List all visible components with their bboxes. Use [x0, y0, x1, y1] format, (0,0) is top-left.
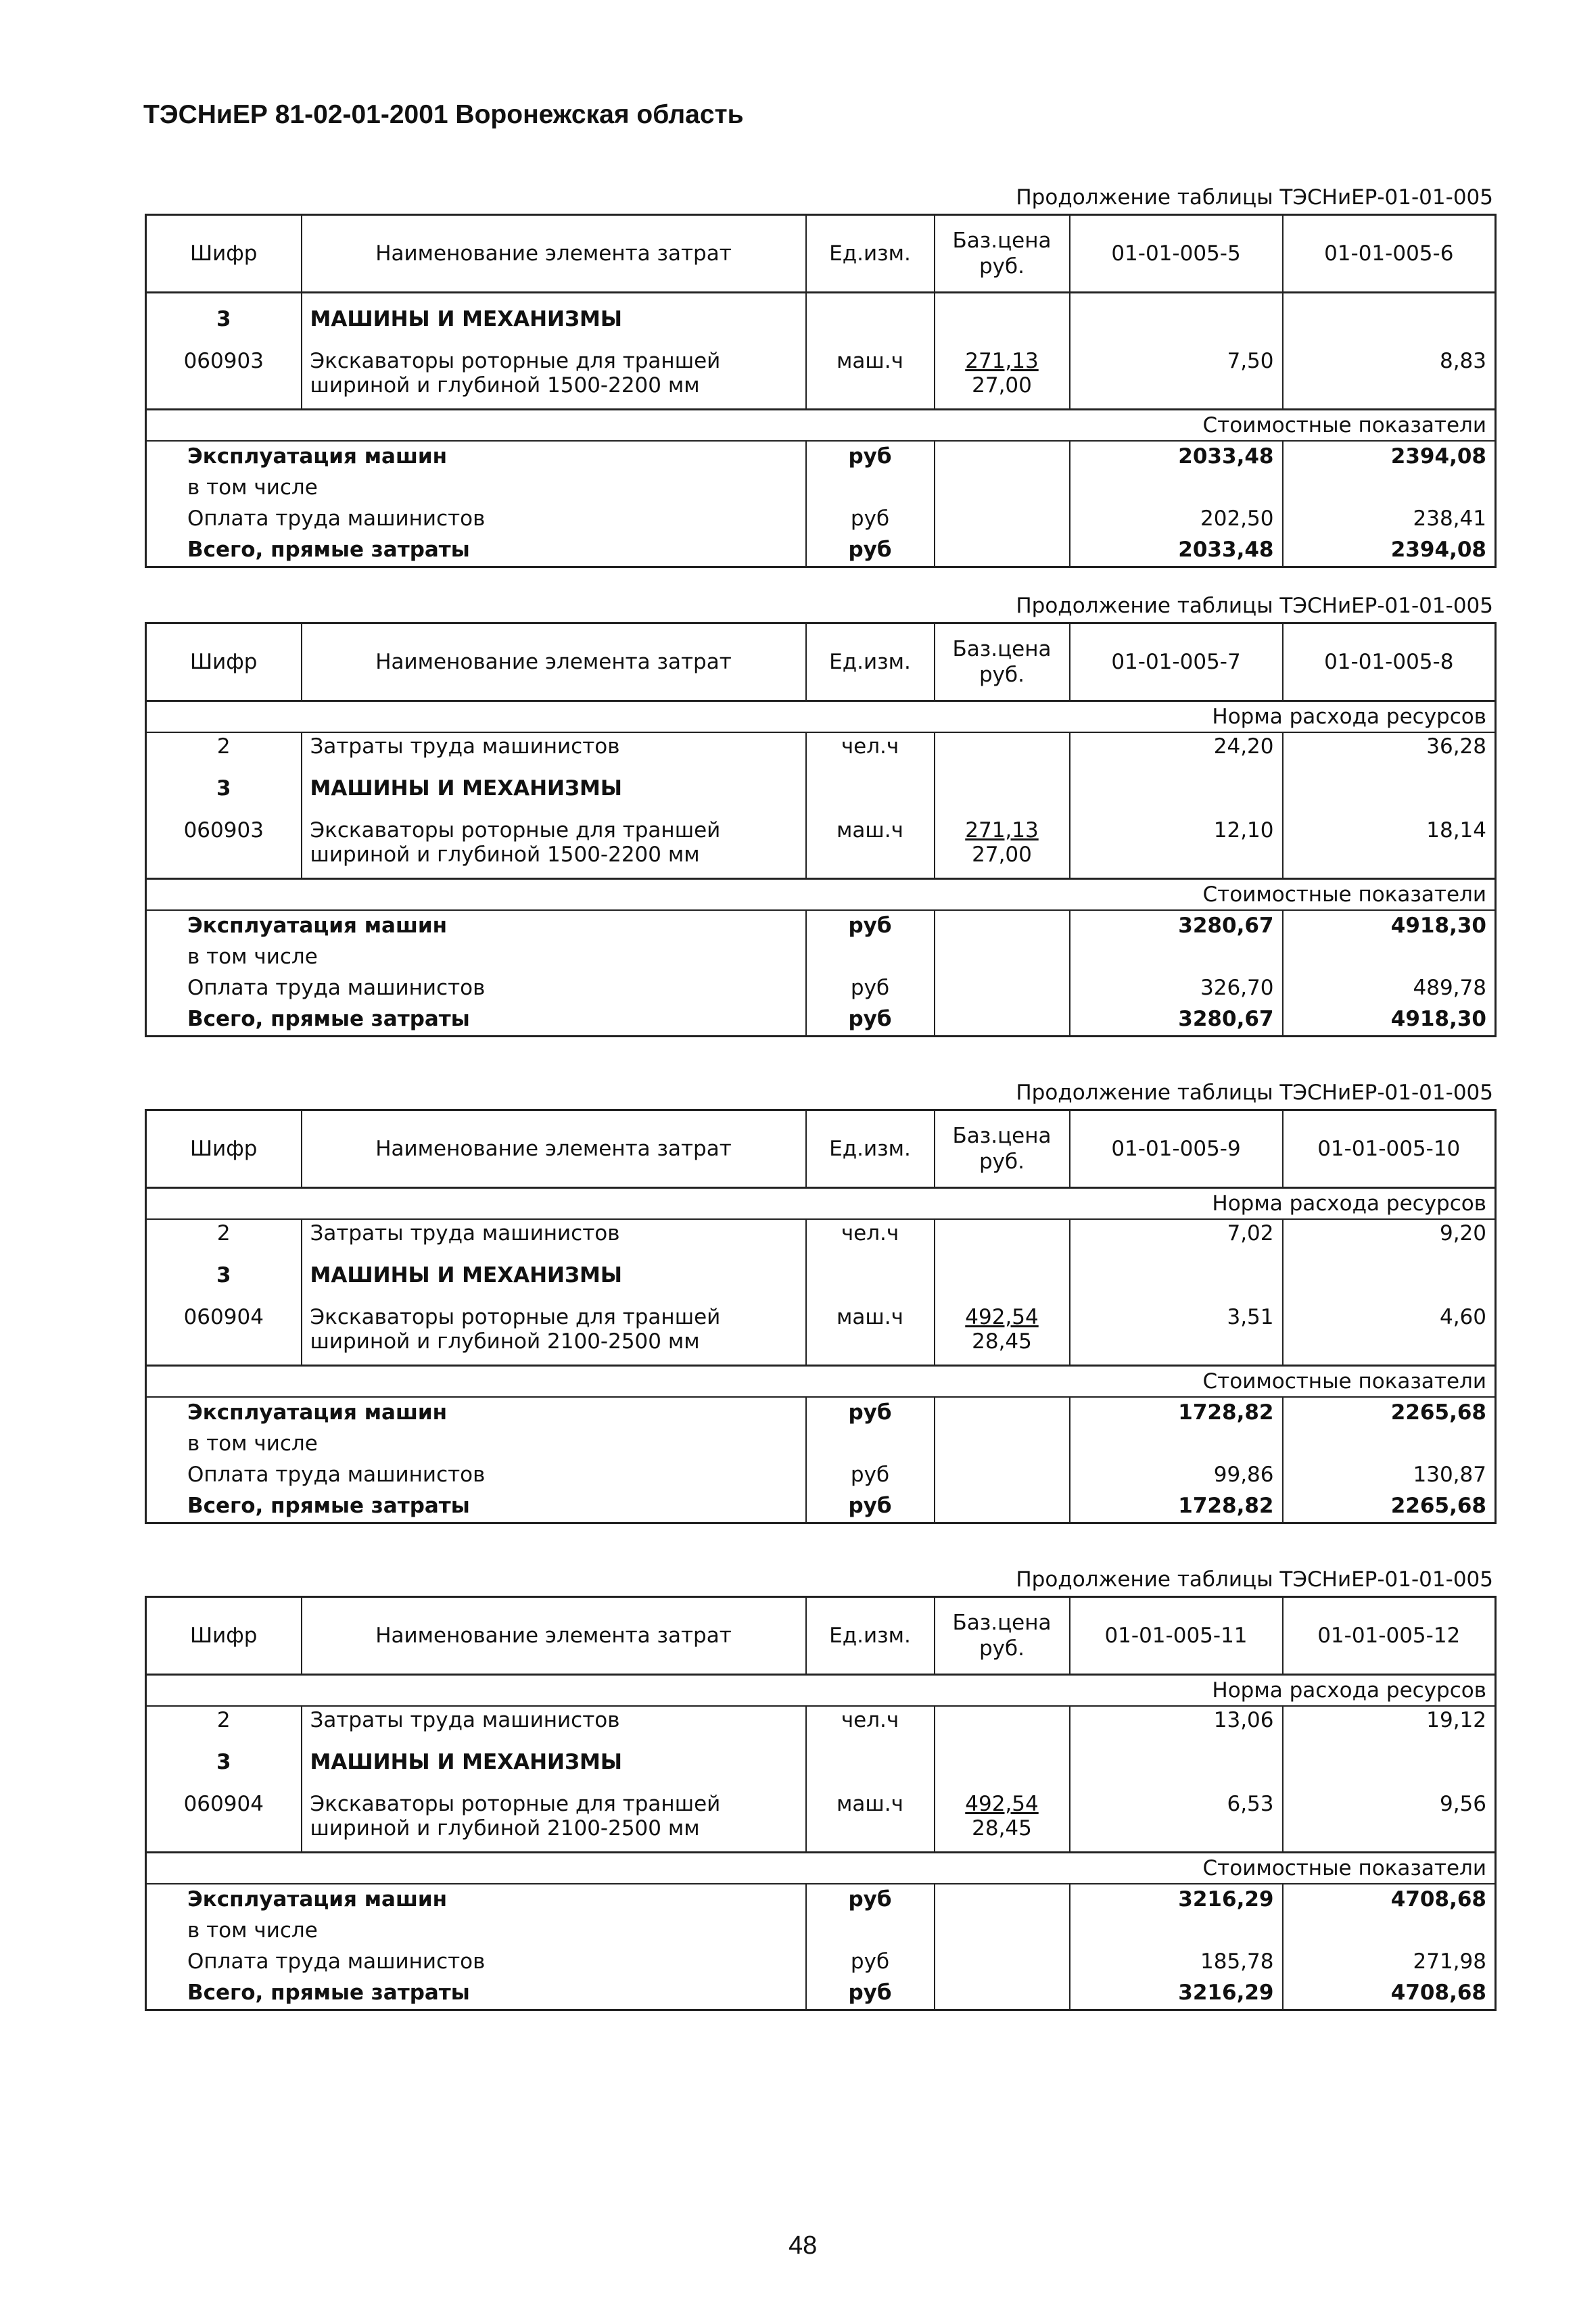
section-row-norma [146, 1675, 1496, 1707]
table-row [146, 1978, 1496, 2010]
wages-value-a: 185,78 [1070, 1947, 1283, 1978]
machine-code: 060904 [146, 1791, 302, 1853]
section-norma-label: Норма расхода ресурсов [146, 701, 1496, 733]
machine-value-b: 8,83 [1283, 348, 1496, 410]
labor-value-a: 7,02 [1070, 1219, 1283, 1262]
wages-label: Оплата труда машинистов [146, 1460, 806, 1491]
machine-name: Экскаваторы роторные для траншей шириной и глубиной 1500-2200 мм [302, 348, 806, 410]
total-unit: руб [806, 1491, 935, 1523]
machine-name: Экскаваторы роторные для траншей шириной и глубиной 2100-2500 мм [302, 1304, 806, 1366]
exploitation-value-a: 1728,82 [1070, 1397, 1283, 1429]
section-norma-label: Норма расхода ресурсов [146, 1675, 1496, 1707]
wages-value-b: 489,78 [1283, 973, 1496, 1004]
labor-code: 2 [146, 1706, 302, 1749]
header-col-b: 01-01-005-8 [1283, 623, 1496, 701]
machine-unit: маш.ч [806, 817, 935, 879]
labor-code: 2 [146, 1219, 302, 1262]
machines-title: МАШИНЫ И МЕХАНИЗМЫ [302, 775, 806, 817]
exploitation-value-b: 4918,30 [1283, 910, 1496, 942]
machine-price-bottom: 27,00 [972, 373, 1032, 398]
machine-price [935, 1791, 1070, 1853]
total-label: Всего, прямые затраты [146, 1978, 806, 2010]
header-col-a: 01-01-005-9 [1070, 1110, 1283, 1188]
section-stoimost-label: Стоимостные показатели [146, 879, 1496, 911]
machine-value-a: 6,53 [1070, 1791, 1283, 1853]
machine-unit: маш.ч [806, 1304, 935, 1366]
spacer-row [146, 293, 1496, 306]
exploitation-value-a: 3280,67 [1070, 910, 1283, 942]
rate-table-block [145, 1563, 1494, 2011]
total-value-a: 1728,82 [1070, 1491, 1283, 1523]
table-header-row [146, 1110, 1496, 1188]
continuation-caption: Продолжение таблицы ТЭСНиЕР-01-01-005 [1016, 1081, 1493, 1105]
header-name: Наименование элемента затрат [302, 1597, 806, 1675]
rate-table [145, 1596, 1497, 2011]
total-value-a: 2033,48 [1070, 535, 1283, 567]
exploitation-value-a: 2033,48 [1070, 441, 1283, 473]
section-row-stoimost [146, 410, 1496, 442]
table-row [146, 473, 1496, 504]
continuation-caption: Продолжение таблицы ТЭСНиЕР-01-01-005 [1016, 1567, 1493, 1592]
header-name: Наименование элемента затрат [302, 215, 806, 293]
total-unit: руб [806, 1978, 935, 2010]
total-value-b: 2394,08 [1283, 535, 1496, 567]
continuation-caption: Продолжение таблицы ТЭСНиЕР-01-01-005 [1016, 594, 1493, 618]
machine-unit: маш.ч [806, 348, 935, 410]
rate-table-block [145, 590, 1494, 1037]
wages-value-b: 130,87 [1283, 1460, 1496, 1491]
table-row [146, 348, 1496, 410]
wages-value-b: 238,41 [1283, 504, 1496, 535]
exploitation-unit: руб [806, 1884, 935, 1916]
machine-value-b: 9,56 [1283, 1791, 1496, 1853]
wages-label: Оплата труда машинистов [146, 504, 806, 535]
section-row-stoimost [146, 879, 1496, 911]
header-code: Шифр [146, 1597, 302, 1675]
wages-value-b: 271,98 [1283, 1947, 1496, 1978]
machine-price-top: 492,54 [965, 1305, 1039, 1329]
machine-price-bottom: 27,00 [972, 843, 1032, 867]
table-row [146, 1304, 1496, 1366]
including-label: в том числе [146, 1429, 806, 1460]
total-unit: руб [806, 1004, 935, 1037]
table-row [146, 1884, 1496, 1916]
machines-title: МАШИНЫ И МЕХАНИЗМЫ [302, 1262, 806, 1304]
exploitation-label: Эксплуатация машин [146, 1884, 806, 1916]
machine-price [935, 348, 1070, 410]
wages-unit: руб [806, 1460, 935, 1491]
labor-name: Затраты труда машинистов [302, 1219, 806, 1262]
machines-code: 3 [146, 1749, 302, 1791]
header-col-b: 01-01-005-12 [1283, 1597, 1496, 1675]
machine-value-a: 7,50 [1070, 348, 1283, 410]
table-row [146, 1004, 1496, 1037]
machines-code: 3 [146, 775, 302, 817]
machines-title: МАШИНЫ И МЕХАНИЗМЫ [302, 306, 806, 348]
machine-price-bottom: 28,45 [972, 1816, 1032, 1841]
table-header-row [146, 623, 1496, 701]
table-row [146, 775, 1496, 817]
wages-value-a: 99,86 [1070, 1460, 1283, 1491]
total-label: Всего, прямые затраты [146, 535, 806, 567]
labor-name: Затраты труда машинистов [302, 1706, 806, 1749]
machine-price [935, 817, 1070, 879]
rate-table-block [145, 181, 1494, 568]
exploitation-label: Эксплуатация машин [146, 1397, 806, 1429]
wages-unit: руб [806, 1947, 935, 1978]
total-value-b: 4918,30 [1283, 1004, 1496, 1037]
exploitation-value-a: 3216,29 [1070, 1884, 1283, 1916]
table-row [146, 732, 1496, 775]
exploitation-unit: руб [806, 1397, 935, 1429]
table-row [146, 441, 1496, 473]
total-unit: руб [806, 535, 935, 567]
exploitation-value-b: 2394,08 [1283, 441, 1496, 473]
total-label: Всего, прямые затраты [146, 1491, 806, 1523]
exploitation-value-b: 2265,68 [1283, 1397, 1496, 1429]
machine-code: 060904 [146, 1304, 302, 1366]
machine-value-a: 3,51 [1070, 1304, 1283, 1366]
header-code: Шифр [146, 215, 302, 293]
rate-table [145, 214, 1497, 568]
table-row [146, 942, 1496, 973]
including-label: в том числе [146, 473, 806, 504]
header-code: Шифр [146, 1110, 302, 1188]
total-label: Всего, прямые затраты [146, 1004, 806, 1037]
machine-code: 060903 [146, 817, 302, 879]
machine-price-top: 271,13 [965, 818, 1039, 843]
table-row [146, 910, 1496, 942]
table-row [146, 1397, 1496, 1429]
table-row [146, 1706, 1496, 1749]
machines-code: 3 [146, 306, 302, 348]
labor-code: 2 [146, 732, 302, 775]
wages-label: Оплата труда машинистов [146, 973, 806, 1004]
table-row [146, 817, 1496, 879]
header-unit: Ед.изм. [806, 623, 935, 701]
header-price: Баз.цена руб. [935, 215, 1070, 293]
continuation-caption: Продолжение таблицы ТЭСНиЕР-01-01-005 [1016, 185, 1493, 210]
total-value-b: 4708,68 [1283, 1978, 1496, 2010]
header-price: Баз.цена руб. [935, 1597, 1070, 1675]
table-row [146, 306, 1496, 348]
table-row [146, 1219, 1496, 1262]
section-norma-label: Норма расхода ресурсов [146, 1188, 1496, 1220]
document-header: ТЭСНиЕР 81-02-01-2001 Воронежская область [143, 100, 744, 129]
labor-unit: чел.ч [806, 1706, 935, 1749]
table-row [146, 1460, 1496, 1491]
machine-value-b: 18,14 [1283, 817, 1496, 879]
labor-price [935, 732, 1070, 775]
exploitation-label: Эксплуатация машин [146, 441, 806, 473]
section-stoimost-label: Стоимостные показатели [146, 1853, 1496, 1884]
header-col-b: 01-01-005-6 [1283, 215, 1496, 293]
section-row-norma [146, 1188, 1496, 1220]
machine-unit: маш.ч [806, 1791, 935, 1853]
header-unit: Ед.изм. [806, 1110, 935, 1188]
wages-value-a: 202,50 [1070, 504, 1283, 535]
table-row [146, 973, 1496, 1004]
exploitation-value-b: 4708,68 [1283, 1884, 1496, 1916]
section-stoimost-label: Стоимостные показатели [146, 1366, 1496, 1398]
header-price: Баз.цена руб. [935, 623, 1070, 701]
table-row [146, 1429, 1496, 1460]
machine-price-top: 492,54 [965, 1792, 1039, 1816]
labor-price [935, 1219, 1070, 1262]
labor-unit: чел.ч [806, 1219, 935, 1262]
table-row [146, 1262, 1496, 1304]
exploitation-unit: руб [806, 441, 935, 473]
wages-value-a: 326,70 [1070, 973, 1283, 1004]
machines-code: 3 [146, 1262, 302, 1304]
labor-value-b: 36,28 [1283, 732, 1496, 775]
labor-value-b: 19,12 [1283, 1706, 1496, 1749]
labor-value-a: 24,20 [1070, 732, 1283, 775]
machine-name: Экскаваторы роторные для траншей шириной и глубиной 1500-2200 мм [302, 817, 806, 879]
table-row [146, 535, 1496, 567]
table-header-row [146, 1597, 1496, 1675]
total-value-a: 3280,67 [1070, 1004, 1283, 1037]
machine-code: 060903 [146, 348, 302, 410]
header-unit: Ед.изм. [806, 1597, 935, 1675]
including-label: в том числе [146, 1916, 806, 1947]
table-header-row [146, 215, 1496, 293]
wages-label: Оплата труда машинистов [146, 1947, 806, 1978]
machine-price [935, 1304, 1070, 1366]
machine-price-top: 271,13 [965, 349, 1039, 373]
table-row [146, 1947, 1496, 1978]
section-row-stoimost [146, 1366, 1496, 1398]
exploitation-unit: руб [806, 910, 935, 942]
header-unit: Ед.изм. [806, 215, 935, 293]
labor-value-b: 9,20 [1283, 1219, 1496, 1262]
wages-unit: руб [806, 504, 935, 535]
labor-value-a: 13,06 [1070, 1706, 1283, 1749]
rate-table-block [145, 1076, 1494, 1524]
rate-table [145, 1109, 1497, 1524]
labor-unit: чел.ч [806, 732, 935, 775]
header-code: Шифр [146, 623, 302, 701]
section-row-stoimost [146, 1853, 1496, 1884]
including-label: в том числе [146, 942, 806, 973]
exploitation-label: Эксплуатация машин [146, 910, 806, 942]
table-row [146, 1749, 1496, 1791]
table-row [146, 1916, 1496, 1947]
header-col-a: 01-01-005-7 [1070, 623, 1283, 701]
table-row [146, 1491, 1496, 1523]
rate-table [145, 622, 1497, 1037]
section-stoimost-label: Стоимостные показатели [146, 410, 1496, 442]
total-value-b: 2265,68 [1283, 1491, 1496, 1523]
machine-name: Экскаваторы роторные для траншей шириной и глубиной 2100-2500 мм [302, 1791, 806, 1853]
machine-value-b: 4,60 [1283, 1304, 1496, 1366]
wages-unit: руб [806, 973, 935, 1004]
header-name: Наименование элемента затрат [302, 623, 806, 701]
header-col-a: 01-01-005-11 [1070, 1597, 1283, 1675]
header-price: Баз.цена руб. [935, 1110, 1070, 1188]
page-number: 48 [788, 2231, 818, 2260]
table-row [146, 504, 1496, 535]
header-col-b: 01-01-005-10 [1283, 1110, 1496, 1188]
labor-name: Затраты труда машинистов [302, 732, 806, 775]
header-name: Наименование элемента затрат [302, 1110, 806, 1188]
machines-title: МАШИНЫ И МЕХАНИЗМЫ [302, 1749, 806, 1791]
machine-value-a: 12,10 [1070, 817, 1283, 879]
labor-price [935, 1706, 1070, 1749]
total-value-a: 3216,29 [1070, 1978, 1283, 2010]
section-row-norma [146, 701, 1496, 733]
header-col-a: 01-01-005-5 [1070, 215, 1283, 293]
machine-price-bottom: 28,45 [972, 1329, 1032, 1354]
table-row [146, 1791, 1496, 1853]
